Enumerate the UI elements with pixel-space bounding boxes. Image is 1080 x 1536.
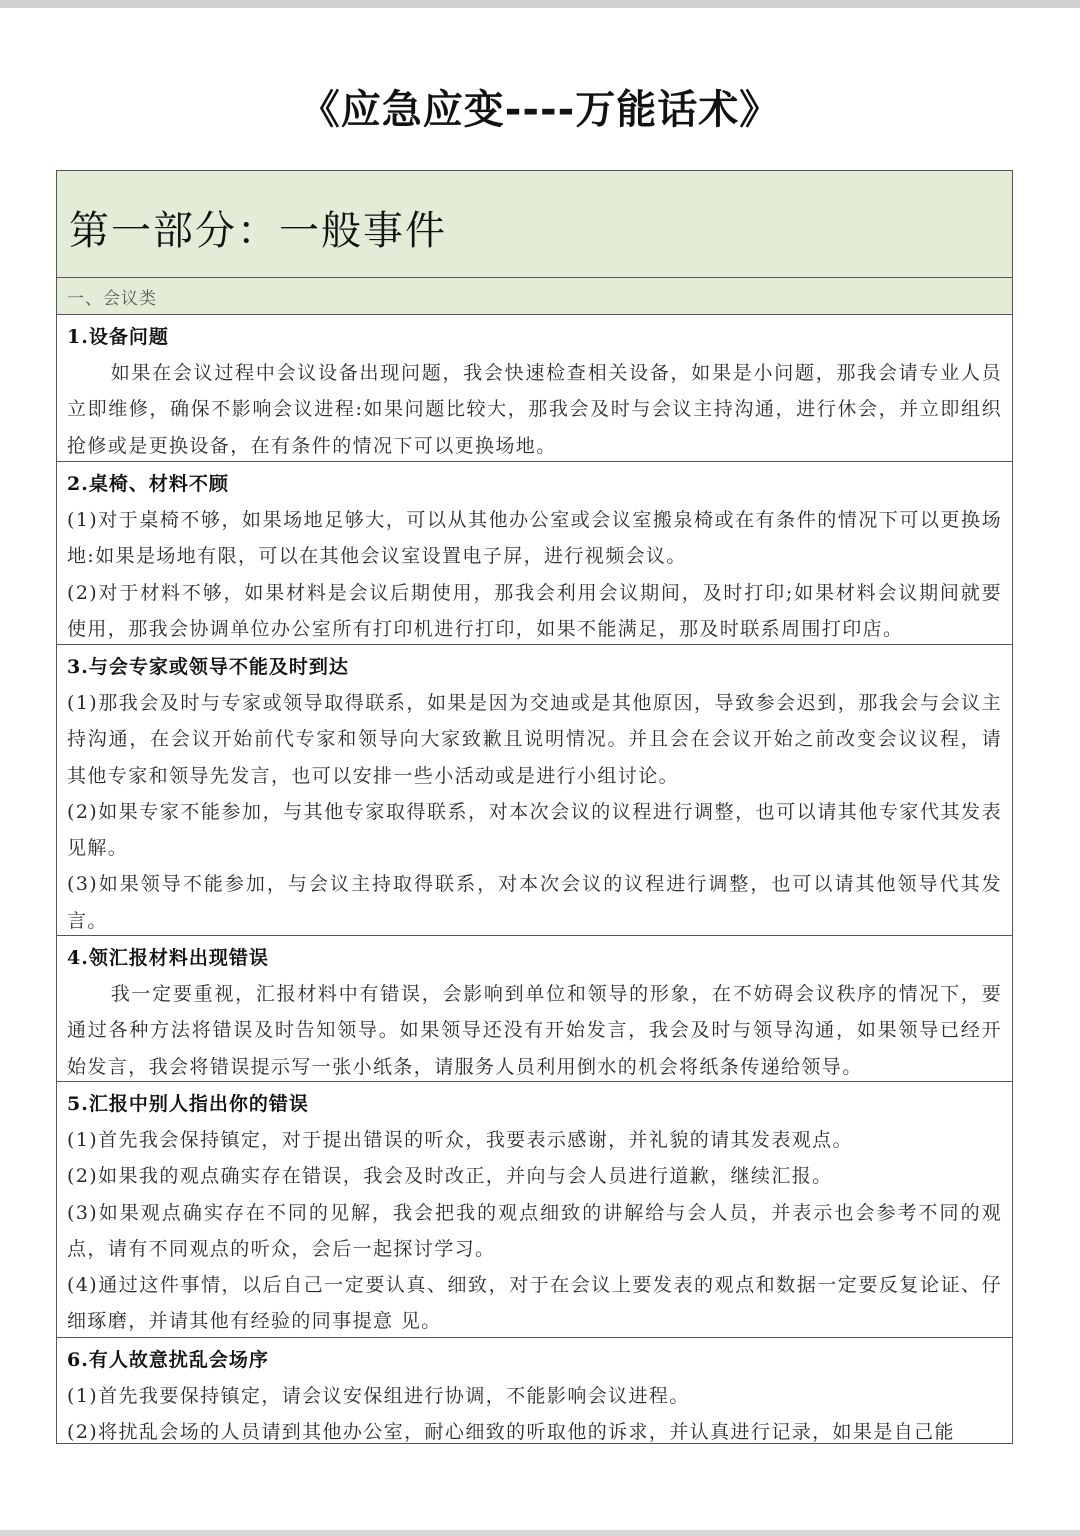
section-title: 2.桌椅、材料不顾 [67,473,229,495]
section-paragraph: (1)首先我要保持镇定，请会议安保组进行协调，不能影响会议进程。 [67,1385,690,1407]
section-title: 4.领汇报材料出现错误 [67,947,269,969]
content-table [56,170,1013,1444]
section-paragraph: (3)如果观点确实存在不同的见解，我会把我的观点细致的讲解给与会人员，并表示也会参考不同的观点，请有不同观点的听众，会后一起探讨学习。 [67,1201,1002,1260]
section-paragraph: (1)那我会及时与专家或领导取得联系，如果是因为交迪或是其他原因，导致参会迟到，那我会与会议主持沟通，在会议开始前代专家和领导向大家致歉且说明情况。并且会在会议开始之前改变会议议程，请其他专家和领导先发言，也可以安排一些小活动或是进行小组讨论。 [67,692,1002,787]
section-paragraph: 我一定要重视，汇报材料中有错误，会影响到单位和领导的形象，在不妨碍会议秩序的情况下，要通过各种方法将错误及时告知领导。如果领导还没有开始发言，我会及时与领导沟通，如果领导已经开始发言，我会将错误提示写一张小纸条，请服务人员利用倒水的机会将纸条传递给领导。 [67,983,1002,1078]
section-paragraph: (4)通过这件事情，以后自己一定要认真、细致，对于在会议上要发表的观点和数据一定要反复论证、仔细琢磨，并请其他有经验的同事提意 见。 [67,1274,1002,1333]
section-disruption [57,1338,1012,1444]
section-tables-materials [57,462,1012,645]
document-title: 《应急应变----万能话术》 [299,87,781,133]
section-paragraph: 如果在会议过程中会议设备出现问题，我会快速检查相关设备，如果是小问题，那我会请专业人员立即维修，确保不影响会议进程:如果问题比较大，那我会及时与会议主持沟通，进行休会，并立即组织抢修或是更换设备，在有条件的情况下可以更换场地。 [67,362,1002,457]
category-row: 一、会议类 [57,278,1012,315]
top-edge-bar [0,0,1080,8]
part-header: 第一部分：一般事件 [57,171,1012,278]
section-paragraph: (1)首先我会保持镇定，对于提出错误的听众，我要表示感谢，并礼貌的请其发表观点。 [67,1129,853,1151]
section-paragraph: (3)如果领导不能参加，与会议主持取得联系，对本次会议的议程进行调整，也可以请其他领导代其发言。 [67,873,1002,932]
section-paragraph: (2)对于材料不够，如果材料是会议后期使用，那我会利用会议期间，及时打印;如果材料会议期间就要使用，那我会协调单位办公室所有打印机进行打印，如果不能满足，那及时联系周围打印店。 [67,581,1002,640]
section-paragraph: (2)如果专家不能参加，与其他专家取得联系，对本次会议的议程进行调整，也可以请其他专家代其发表见解。 [67,800,1002,860]
section-experts-late [57,645,1012,936]
section-others-point-error [57,1082,1012,1338]
section-title: 3.与会专家或领导不能及时到达 [67,656,349,678]
section-paragraph: (2)如果我的观点确实存在错误，我会及时改正，并向与会人员进行道歉，继续汇报。 [67,1165,833,1188]
section-paragraph: (1)对于桌椅不够，如果场地足够大，可以从其他办公室或会议室搬泉椅或在有条件的情况下可以更换场地:如果是场地有限，可以在其他会议室设置电子屏，进行视频会议。 [67,509,1002,568]
section-title: 5.汇报中别人指出你的错误 [67,1093,309,1115]
section-report-errors [57,936,1012,1082]
section-equipment-problem [57,315,1012,462]
section-paragraph: (2)将扰乱会场的人员请到其他办公室，耐心细致的听取他的诉求，并认真进行记录，如果是自己能 [67,1421,955,1444]
bottom-edge-bar [0,1530,1080,1536]
section-title: 6.有人故意扰乱会场序 [67,1349,269,1371]
section-title: 1.设备问题 [67,326,169,348]
